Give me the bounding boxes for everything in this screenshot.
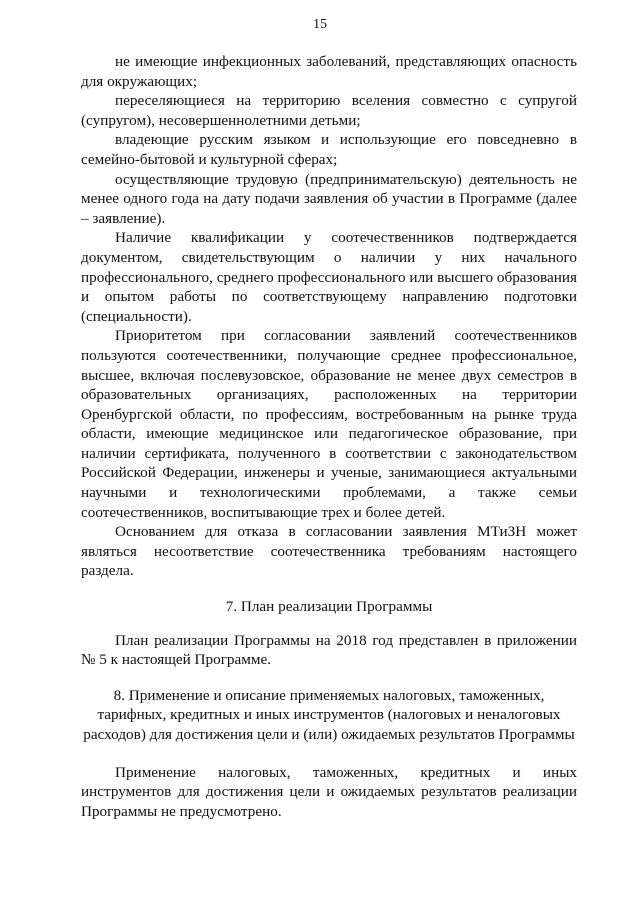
document-body [81,52,577,821]
paragraph-priority: Приоритетом при согласовании заявлений соотечественников пользуются соотечественники, получающие среднее профессиональное, высшее, включая послевузовское, образование не менее двух семестров в образовательных организациях, расположенных на территории Оренбургской области, по профессиям, востребованным на рынке труда области, имеющие медицинское или педагогическое образование, при наличии сертификата, полученного в соответствии с законодательством Российской Федерации, инженеры и ученые, занимающиеся актуальными научными и технологическими проблемами, а также семьи соотечественников, воспитывающие трех и более детей. [81,327,577,521]
list-item-work-experience: осуществляющие трудовую (предпринимательскую) деятельность не менее одного года на дату подачи заявления об участии в Программе (далее – заявление). [81,170,577,227]
section-7-heading: 7. План реализации Программы [225,598,433,616]
section-8-heading-line: 8. Применение и описание применяемых налоговых, таможенных, [113,686,545,704]
list-item-no-infection: не имеющие инфекционных заболеваний, представляющих опасность для окружающих; [81,53,577,90]
section-8-heading-line: тарифных, кредитных и иных инструментов (налоговых и неналоговых [97,706,561,724]
section-8-heading-line: расходов) для достижения цели и (или) ожидаемых результатов Программы [83,726,575,743]
list-item-with-family: переселяющиеся на территорию вселения совместно с супругой (супругом), несовершеннолетними детьми; [81,92,577,129]
section-8-heading [81,686,577,745]
section-7-text: План реализации Программы на 2018 год представлен в приложении № 5 к настоящей Программе. [81,631,577,669]
section-8-text: Применение налоговых, таможенных, кредитных и иных инструментов для достижения цели и ожидаемых результатов реализации Программы не предусмотрено. [81,763,577,820]
page-number: 15 [313,17,327,32]
paragraph-refusal-grounds: Основанием для отказа в согласовании заявления МТиЗН может являться несоответствие соотечественника требованиям настоящего раздела. [81,523,577,580]
list-item-russian-language: владеющие русским языком и использующие его повседневно в семейно-бытовой и культурной сферах; [81,131,577,168]
paragraph-qualification: Наличие квалификации у соотечественников подтверждается документом, свидетельствующим о наличии у них начального профессионального, среднего профессионального или высшего образования и опытом работы по соответствующему направлению подготовки (специальности). [81,229,577,325]
